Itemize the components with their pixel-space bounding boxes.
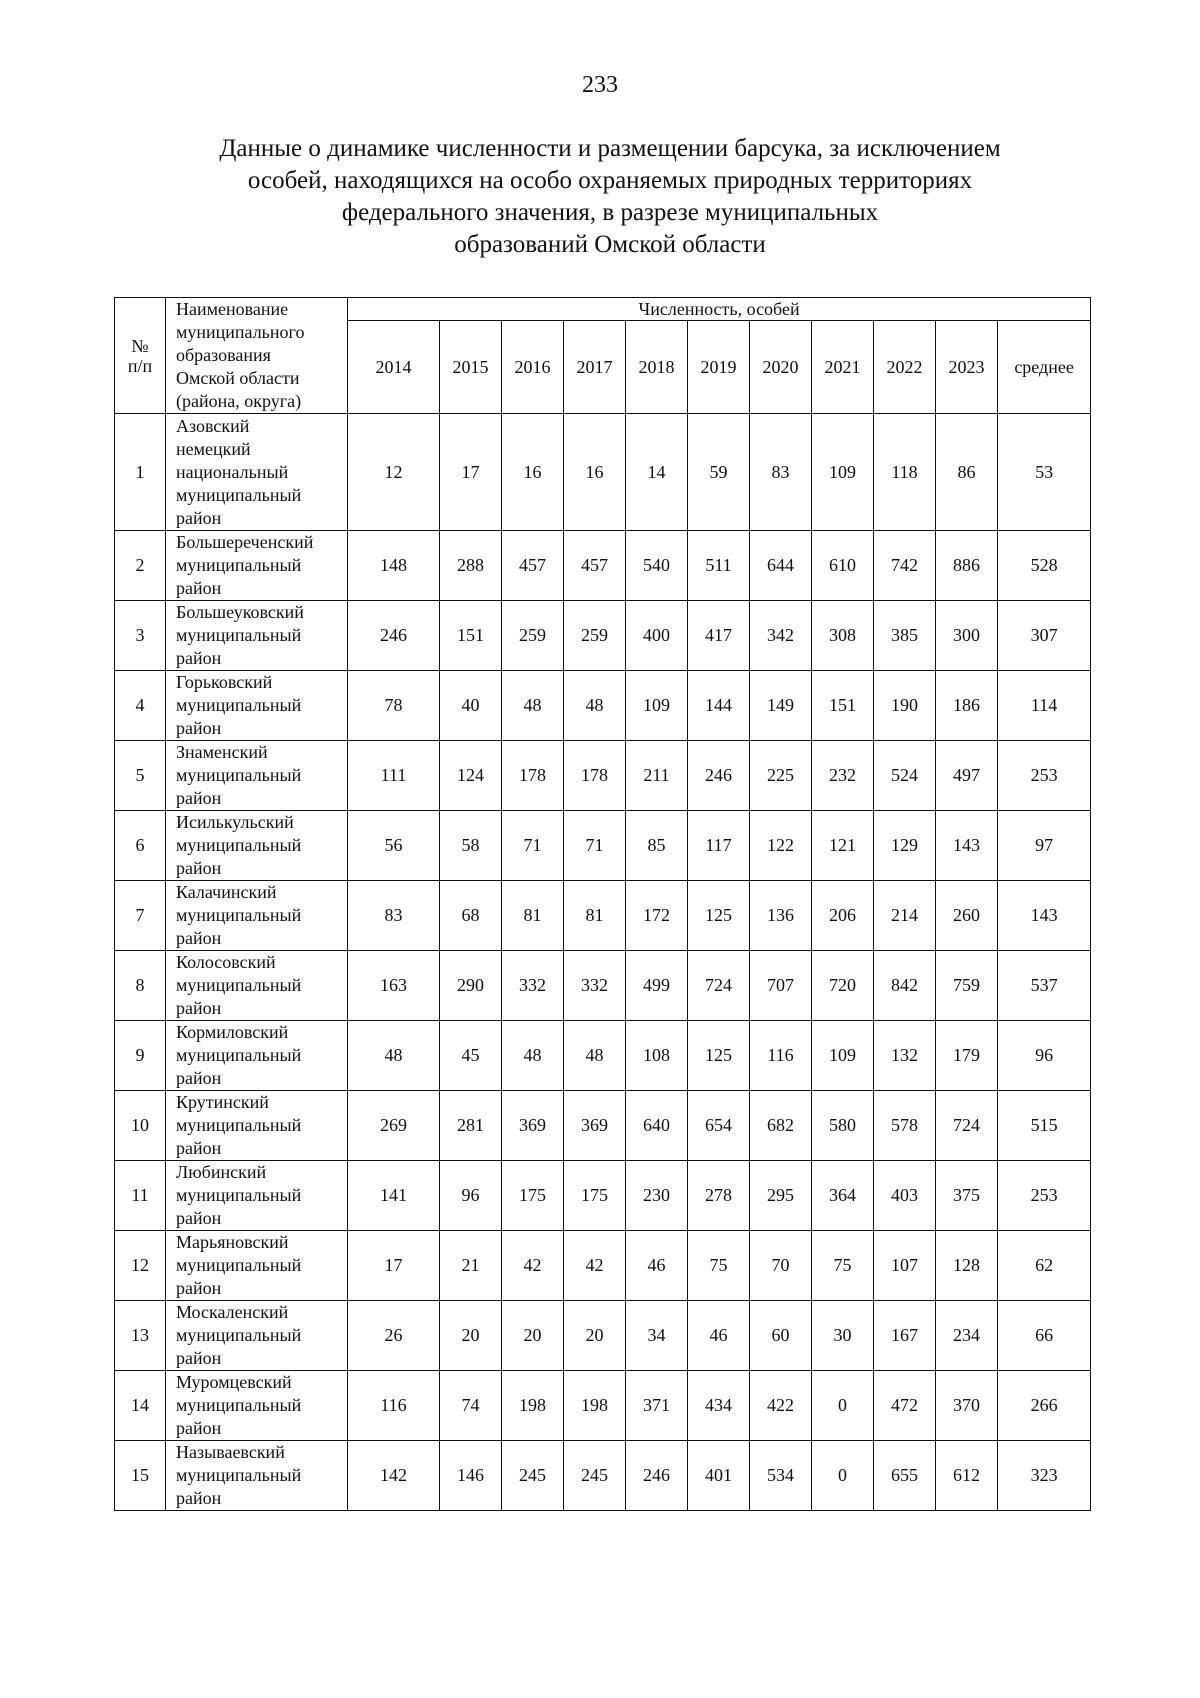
header-name-line: Наименование (176, 299, 289, 319)
header-name-line: муниципального (176, 322, 305, 342)
count-cell: 655 (874, 1441, 936, 1511)
district-name-line: Колосовский (176, 952, 276, 972)
table-row (115, 1161, 1091, 1231)
count-cell: 497 (936, 741, 998, 811)
count-cell: 14 (626, 414, 688, 531)
count-cell: 17 (440, 414, 502, 531)
count-cell: 40 (440, 671, 502, 741)
count-cell: 116 (348, 1371, 440, 1441)
row-number: 10 (115, 1091, 166, 1161)
count-cell: 434 (688, 1371, 750, 1441)
header-year: 2022 (874, 321, 936, 414)
header-average: среднее (998, 321, 1091, 414)
row-number: 13 (115, 1301, 166, 1371)
header-name-line: образования (176, 345, 271, 365)
table-row (115, 1441, 1091, 1511)
district-name-line: район (176, 578, 222, 598)
count-cell: 108 (626, 1021, 688, 1091)
count-cell: 163 (348, 951, 440, 1021)
count-cell: 48 (564, 1021, 626, 1091)
count-cell: 511 (688, 531, 750, 601)
count-cell: 70 (750, 1231, 812, 1301)
district-name (166, 811, 348, 881)
count-cell: 534 (750, 1441, 812, 1511)
count-cell: 81 (564, 881, 626, 951)
table-row (115, 1091, 1091, 1161)
title-line: особей, находящихся на особо охраняемых природных территориях (247, 167, 973, 194)
district-name-line: район (176, 858, 222, 878)
table-row (115, 741, 1091, 811)
count-cell: 281 (440, 1091, 502, 1161)
population-table (114, 297, 1091, 1511)
district-name-line: муниципальный (176, 1045, 302, 1065)
count-cell: 308 (812, 601, 874, 671)
table-row (115, 881, 1091, 951)
district-name-line: район (176, 648, 222, 668)
count-cell: 245 (502, 1441, 564, 1511)
average-cell: 515 (998, 1091, 1091, 1161)
row-number: 9 (115, 1021, 166, 1091)
district-name (166, 881, 348, 951)
district-name (166, 1021, 348, 1091)
header-name-line: Омской области (176, 368, 300, 388)
count-cell: 96 (440, 1161, 502, 1231)
district-name-line: Знаменский (176, 742, 268, 762)
district-name-line: Исилькульский (176, 812, 294, 832)
title-line: Данные о динамике численности и размещении барсука, за исключением (219, 135, 1001, 162)
count-cell: 141 (348, 1161, 440, 1231)
header-name-line: (района, округа) (176, 391, 302, 411)
district-name-line: Москаленский (176, 1302, 289, 1322)
average-cell: 53 (998, 414, 1091, 531)
count-cell: 724 (688, 951, 750, 1021)
count-cell: 48 (502, 1021, 564, 1091)
district-name-line: район (176, 1138, 222, 1158)
row-number: 15 (115, 1441, 166, 1511)
district-name-line: район (176, 1208, 222, 1228)
count-cell: 59 (688, 414, 750, 531)
district-name-line: район (176, 1418, 222, 1438)
count-cell: 122 (750, 811, 812, 881)
district-name (166, 741, 348, 811)
count-cell: 499 (626, 951, 688, 1021)
district-name-line: Кормиловский (176, 1022, 289, 1042)
district-name (166, 671, 348, 741)
count-cell: 142 (348, 1441, 440, 1511)
count-cell: 230 (626, 1161, 688, 1231)
page-number: 233 (582, 72, 618, 98)
district-name (166, 601, 348, 671)
count-cell: 364 (812, 1161, 874, 1231)
count-cell: 75 (688, 1231, 750, 1301)
district-name-line: Крутинский (176, 1092, 269, 1112)
table-row (115, 671, 1091, 741)
district-name (166, 414, 348, 531)
count-cell: 124 (440, 741, 502, 811)
count-cell: 116 (750, 1021, 812, 1091)
count-cell: 0 (812, 1441, 874, 1511)
count-cell: 58 (440, 811, 502, 881)
count-cell: 75 (812, 1231, 874, 1301)
count-cell: 472 (874, 1371, 936, 1441)
district-name-line: Горьковский (176, 672, 273, 692)
count-cell: 42 (564, 1231, 626, 1301)
district-name-line: район (176, 788, 222, 808)
count-cell: 26 (348, 1301, 440, 1371)
header-year: 2021 (812, 321, 874, 414)
title-line: федерального значения, в разрезе муниципальных (341, 199, 879, 226)
header-year: 2023 (936, 321, 998, 414)
row-number: 8 (115, 951, 166, 1021)
count-cell: 16 (564, 414, 626, 531)
count-cell: 109 (626, 671, 688, 741)
district-name-line: муниципальный (176, 975, 302, 995)
district-name-line: муниципальный (176, 555, 302, 575)
count-cell: 610 (812, 531, 874, 601)
district-name-line: район (176, 1068, 222, 1088)
count-cell: 143 (936, 811, 998, 881)
count-cell: 16 (502, 414, 564, 531)
count-cell: 644 (750, 531, 812, 601)
count-cell: 332 (564, 951, 626, 1021)
table-row (115, 414, 1091, 531)
count-cell: 86 (936, 414, 998, 531)
district-name (166, 1231, 348, 1301)
district-name-line: муниципальный (176, 1395, 302, 1415)
header-year: 2015 (440, 321, 502, 414)
count-cell: 85 (626, 811, 688, 881)
count-cell: 400 (626, 601, 688, 671)
header-year: 2014 (348, 321, 440, 414)
count-cell: 234 (936, 1301, 998, 1371)
district-name-line: муниципальный (176, 1465, 302, 1485)
district-name-line: район (176, 718, 222, 738)
row-number: 7 (115, 881, 166, 951)
district-name-line: муниципальный (176, 835, 302, 855)
district-name-line: Азовский (176, 415, 250, 436)
header-group-label: Численность, особей (348, 298, 1091, 321)
count-cell: 524 (874, 741, 936, 811)
count-cell: 109 (812, 1021, 874, 1091)
district-name (166, 1161, 348, 1231)
count-cell: 259 (564, 601, 626, 671)
row-number: 2 (115, 531, 166, 601)
table-row (115, 601, 1091, 671)
average-cell: 253 (998, 741, 1091, 811)
row-number: 11 (115, 1161, 166, 1231)
district-name-line: район (176, 1488, 222, 1508)
district-name-line: Большереченский (176, 532, 314, 552)
count-cell: 640 (626, 1091, 688, 1161)
district-name-line: муниципальный (176, 695, 302, 715)
header-year: 2017 (564, 321, 626, 414)
count-cell: 759 (936, 951, 998, 1021)
count-cell: 128 (936, 1231, 998, 1301)
count-cell: 371 (626, 1371, 688, 1441)
district-name-line: район (176, 928, 222, 948)
count-cell: 422 (750, 1371, 812, 1441)
district-name-line: Большеуковский (176, 602, 304, 622)
count-cell: 682 (750, 1091, 812, 1161)
count-cell: 385 (874, 601, 936, 671)
count-cell: 83 (750, 414, 812, 531)
count-cell: 121 (812, 811, 874, 881)
count-cell: 178 (564, 741, 626, 811)
count-cell: 332 (502, 951, 564, 1021)
district-name (166, 1091, 348, 1161)
count-cell: 136 (750, 881, 812, 951)
district-name-line: муниципальный (176, 1115, 302, 1135)
count-cell: 654 (688, 1091, 750, 1161)
count-cell: 71 (564, 811, 626, 881)
count-cell: 211 (626, 741, 688, 811)
header-year: 2020 (750, 321, 812, 414)
count-cell: 46 (626, 1231, 688, 1301)
row-number: 14 (115, 1371, 166, 1441)
district-name-line: район (176, 507, 222, 528)
average-cell: 62 (998, 1231, 1091, 1301)
count-cell: 46 (688, 1301, 750, 1371)
count-cell: 175 (502, 1161, 564, 1231)
count-cell: 190 (874, 671, 936, 741)
count-cell: 269 (348, 1091, 440, 1161)
count-cell: 74 (440, 1371, 502, 1441)
table-body (115, 414, 1091, 1511)
header-number-line: № (131, 335, 149, 356)
table-row (115, 531, 1091, 601)
count-cell: 179 (936, 1021, 998, 1091)
count-cell: 540 (626, 531, 688, 601)
district-name-line: муниципальный (176, 905, 302, 925)
average-cell: 537 (998, 951, 1091, 1021)
district-name-line: Называевский (176, 1442, 285, 1462)
count-cell: 612 (936, 1441, 998, 1511)
average-cell: 323 (998, 1441, 1091, 1511)
count-cell: 172 (626, 881, 688, 951)
count-cell: 146 (440, 1441, 502, 1511)
count-cell: 457 (564, 531, 626, 601)
count-cell: 71 (502, 811, 564, 881)
header-row-group (115, 298, 1091, 321)
count-cell: 111 (348, 741, 440, 811)
count-cell: 842 (874, 951, 936, 1021)
count-cell: 20 (440, 1301, 502, 1371)
district-name (166, 1371, 348, 1441)
district-name-line: Марьяновский (176, 1232, 289, 1252)
header-year: 2018 (626, 321, 688, 414)
count-cell: 403 (874, 1161, 936, 1231)
count-cell: 342 (750, 601, 812, 671)
header-year: 2019 (688, 321, 750, 414)
count-cell: 198 (564, 1371, 626, 1441)
title-line: образований Омской области (454, 231, 766, 258)
count-cell: 206 (812, 881, 874, 951)
count-cell: 232 (812, 741, 874, 811)
count-cell: 42 (502, 1231, 564, 1301)
district-name-line: немецкий (176, 438, 251, 459)
count-cell: 48 (502, 671, 564, 741)
count-cell: 81 (502, 881, 564, 951)
count-cell: 417 (688, 601, 750, 671)
district-name-line: Любинский (176, 1162, 267, 1182)
district-name-line: район (176, 998, 222, 1018)
district-name-line: Муромцевский (176, 1372, 292, 1392)
count-cell: 21 (440, 1231, 502, 1301)
count-cell: 148 (348, 531, 440, 601)
table-row (115, 951, 1091, 1021)
row-number: 3 (115, 601, 166, 671)
count-cell: 175 (564, 1161, 626, 1231)
count-cell: 457 (502, 531, 564, 601)
district-name-line: муниципальный (176, 765, 302, 785)
count-cell: 149 (750, 671, 812, 741)
row-number: 12 (115, 1231, 166, 1301)
count-cell: 225 (750, 741, 812, 811)
average-cell: 66 (998, 1301, 1091, 1371)
average-cell: 96 (998, 1021, 1091, 1091)
count-cell: 48 (564, 671, 626, 741)
count-cell: 117 (688, 811, 750, 881)
average-cell: 143 (998, 881, 1091, 951)
count-cell: 45 (440, 1021, 502, 1091)
count-cell: 260 (936, 881, 998, 951)
count-cell: 300 (936, 601, 998, 671)
district-name-line: муниципальный (176, 484, 302, 505)
district-name-line: муниципальный (176, 625, 302, 645)
row-number: 4 (115, 671, 166, 741)
average-cell: 266 (998, 1371, 1091, 1441)
header-number (115, 298, 166, 414)
document-title (140, 133, 1080, 261)
count-cell: 259 (502, 601, 564, 671)
count-cell: 132 (874, 1021, 936, 1091)
table-row (115, 1021, 1091, 1091)
count-cell: 109 (812, 414, 874, 531)
count-cell: 246 (626, 1441, 688, 1511)
count-cell: 369 (564, 1091, 626, 1161)
count-cell: 580 (812, 1091, 874, 1161)
count-cell: 167 (874, 1301, 936, 1371)
count-cell: 288 (440, 531, 502, 601)
row-number: 5 (115, 741, 166, 811)
district-name-line: район (176, 1348, 222, 1368)
count-cell: 78 (348, 671, 440, 741)
table-row (115, 1231, 1091, 1301)
count-cell: 12 (348, 414, 440, 531)
count-cell: 20 (502, 1301, 564, 1371)
count-cell: 60 (750, 1301, 812, 1371)
count-cell: 129 (874, 811, 936, 881)
count-cell: 724 (936, 1091, 998, 1161)
count-cell: 245 (564, 1441, 626, 1511)
district-name (166, 1441, 348, 1511)
count-cell: 107 (874, 1231, 936, 1301)
average-cell: 307 (998, 601, 1091, 671)
average-cell: 97 (998, 811, 1091, 881)
district-name (166, 1301, 348, 1371)
count-cell: 151 (812, 671, 874, 741)
table-row (115, 811, 1091, 881)
count-cell: 198 (502, 1371, 564, 1441)
count-cell: 707 (750, 951, 812, 1021)
count-cell: 278 (688, 1161, 750, 1231)
count-cell: 290 (440, 951, 502, 1021)
count-cell: 886 (936, 531, 998, 601)
count-cell: 144 (688, 671, 750, 741)
count-cell: 370 (936, 1371, 998, 1441)
count-cell: 118 (874, 414, 936, 531)
count-cell: 34 (626, 1301, 688, 1371)
count-cell: 125 (688, 881, 750, 951)
district-name (166, 531, 348, 601)
count-cell: 369 (502, 1091, 564, 1161)
header-name (166, 298, 348, 414)
count-cell: 56 (348, 811, 440, 881)
count-cell: 401 (688, 1441, 750, 1511)
average-cell: 528 (998, 531, 1091, 601)
count-cell: 151 (440, 601, 502, 671)
district-name-line: муниципальный (176, 1185, 302, 1205)
district-name-line: муниципальный (176, 1325, 302, 1345)
count-cell: 68 (440, 881, 502, 951)
count-cell: 578 (874, 1091, 936, 1161)
table-row (115, 1301, 1091, 1371)
average-cell: 114 (998, 671, 1091, 741)
count-cell: 214 (874, 881, 936, 951)
count-cell: 186 (936, 671, 998, 741)
row-number: 6 (115, 811, 166, 881)
count-cell: 375 (936, 1161, 998, 1231)
district-name (166, 951, 348, 1021)
count-cell: 125 (688, 1021, 750, 1091)
count-cell: 720 (812, 951, 874, 1021)
average-cell: 253 (998, 1161, 1091, 1231)
district-name-line: Калачинский (176, 882, 277, 902)
header-year: 2016 (502, 321, 564, 414)
count-cell: 246 (688, 741, 750, 811)
count-cell: 30 (812, 1301, 874, 1371)
count-cell: 246 (348, 601, 440, 671)
count-cell: 295 (750, 1161, 812, 1231)
count-cell: 83 (348, 881, 440, 951)
table-row (115, 1371, 1091, 1441)
header-number-line: п/п (127, 355, 153, 376)
row-number: 1 (115, 414, 166, 531)
district-name-line: район (176, 1278, 222, 1298)
count-cell: 178 (502, 741, 564, 811)
count-cell: 17 (348, 1231, 440, 1301)
district-name-line: муниципальный (176, 1255, 302, 1275)
count-cell: 742 (874, 531, 936, 601)
district-name-line: национальный (176, 461, 289, 482)
count-cell: 48 (348, 1021, 440, 1091)
count-cell: 20 (564, 1301, 626, 1371)
count-cell: 0 (812, 1371, 874, 1441)
